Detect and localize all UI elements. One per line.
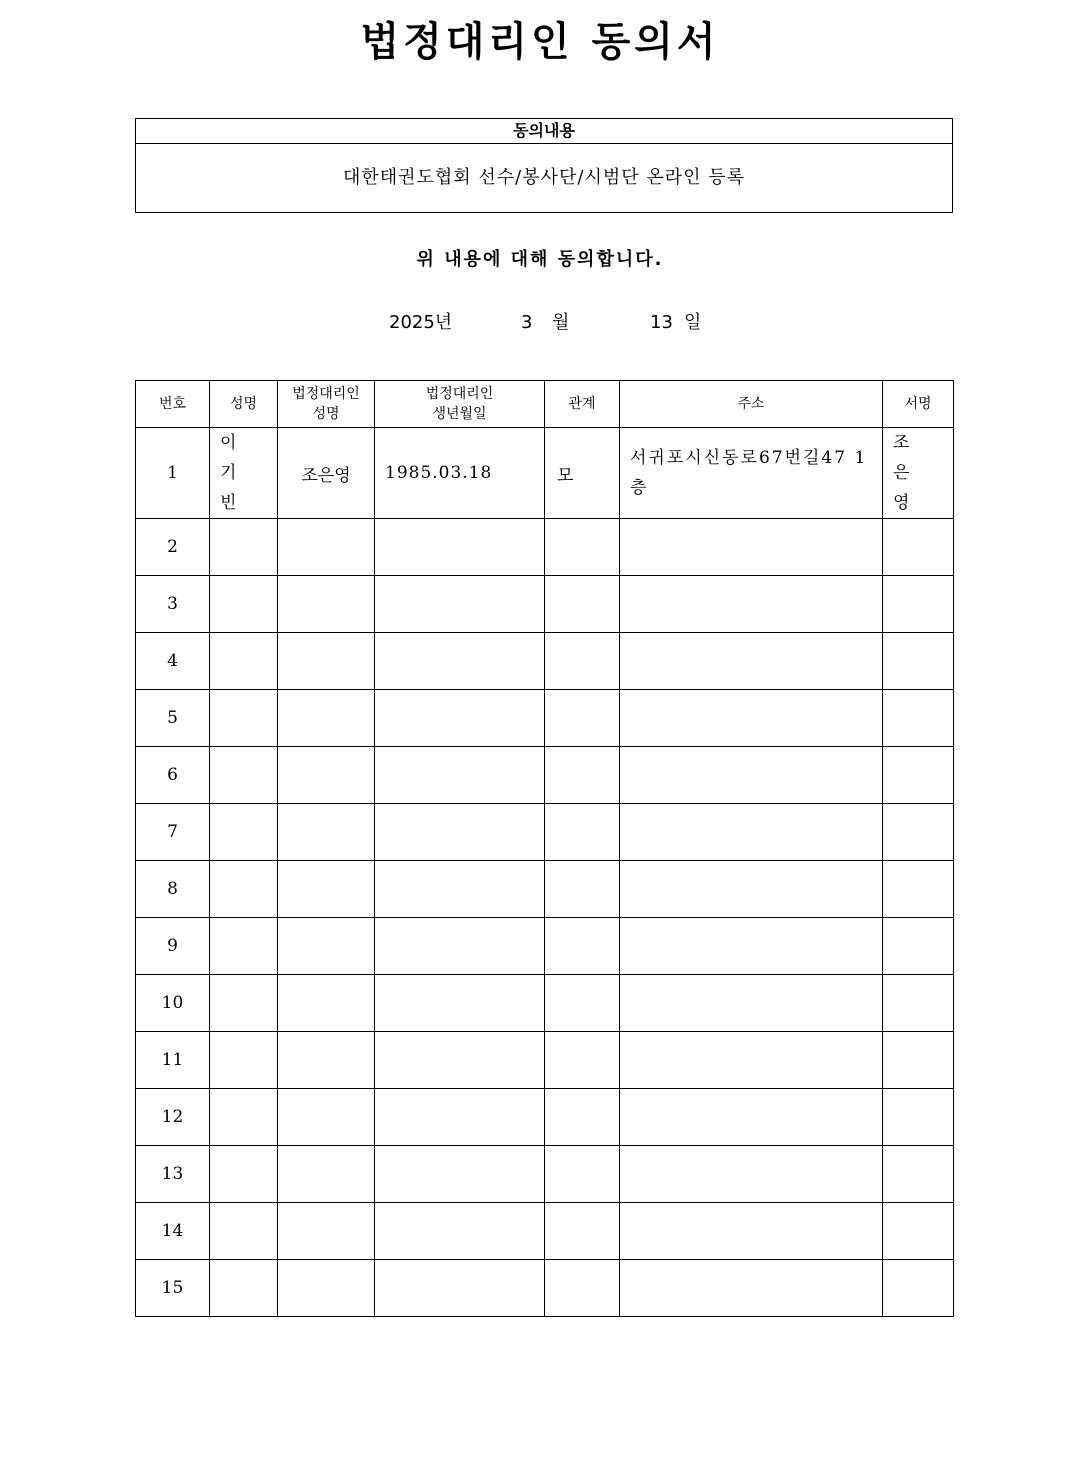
cell-guardian-birthdate	[375, 1260, 545, 1317]
cell-relation	[545, 1260, 620, 1317]
cell-guardian-name	[278, 918, 375, 975]
cell-address: 서귀포시신동로67번길47 1층	[620, 428, 883, 519]
table-row	[136, 576, 954, 633]
consent-text: 대한태권도협회 선수/봉사단/시범단 온라인 등록	[342, 167, 746, 188]
cell-guardian-birthdate: 1985.03.18	[375, 428, 545, 519]
cell-number: 14	[136, 1203, 210, 1260]
cell-relation	[545, 1203, 620, 1260]
table-row	[136, 747, 954, 804]
cell-number: 2	[136, 519, 210, 576]
cell-guardian-name	[278, 576, 375, 633]
cell-address	[620, 975, 883, 1032]
cell-name	[210, 747, 278, 804]
cell-address	[620, 1089, 883, 1146]
cell-guardian-name: 조은영	[278, 428, 375, 519]
table-row	[136, 633, 954, 690]
cell-name	[210, 975, 278, 1032]
cell-guardian-birthdate	[375, 1203, 545, 1260]
cell-relation	[545, 519, 620, 576]
cell-relation	[545, 1032, 620, 1089]
cell-relation	[545, 690, 620, 747]
cell-relation	[545, 1146, 620, 1203]
consent-header: 동의내용	[136, 119, 952, 144]
cell-name	[210, 690, 278, 747]
cell-guardian-birthdate	[375, 804, 545, 861]
cell-number: 4	[136, 633, 210, 690]
guardian-table	[135, 380, 954, 1317]
cell-number: 3	[136, 576, 210, 633]
cell-address	[620, 1260, 883, 1317]
cell-guardian-name	[278, 1032, 375, 1089]
cell-guardian-name	[278, 747, 375, 804]
cell-name	[210, 1089, 278, 1146]
cell-guardian-birthdate	[375, 918, 545, 975]
cell-number: 12	[136, 1089, 210, 1146]
cell-signature	[883, 861, 954, 918]
cell-signature	[883, 1260, 954, 1317]
cell-name	[210, 1032, 278, 1089]
cell-guardian-name	[278, 633, 375, 690]
cell-name	[210, 1203, 278, 1260]
cell-address	[620, 804, 883, 861]
cell-guardian-name	[278, 690, 375, 747]
cell-number: 1	[136, 428, 210, 519]
cell-signature	[883, 519, 954, 576]
table-row	[136, 690, 954, 747]
header-number: 번호	[136, 381, 210, 428]
header-guardian-birthdate: 법정대리인 생년월일	[375, 381, 545, 428]
cell-guardian-birthdate	[375, 690, 545, 747]
cell-relation	[545, 804, 620, 861]
date-month-unit: 월	[552, 312, 570, 333]
cell-guardian-name	[278, 519, 375, 576]
header-name: 성명	[210, 381, 278, 428]
cell-name	[210, 633, 278, 690]
table-header-row	[136, 381, 954, 428]
cell-number: 7	[136, 804, 210, 861]
cell-relation	[545, 1089, 620, 1146]
cell-signature	[883, 747, 954, 804]
date-year: 2025년	[389, 312, 453, 333]
cell-signature	[883, 1032, 954, 1089]
date-month: 3	[521, 312, 533, 333]
cell-signature	[883, 1203, 954, 1260]
table-row	[136, 1032, 954, 1089]
cell-guardian-birthdate	[375, 1032, 545, 1089]
header-guardian-name: 법정대리인 성명	[278, 381, 375, 428]
cell-address	[620, 576, 883, 633]
cell-signature	[883, 690, 954, 747]
cell-name	[210, 861, 278, 918]
cell-guardian-birthdate	[375, 519, 545, 576]
table-row	[136, 1146, 954, 1203]
cell-guardian-birthdate	[375, 861, 545, 918]
cell-number: 11	[136, 1032, 210, 1089]
cell-number: 9	[136, 918, 210, 975]
cell-guardian-name	[278, 861, 375, 918]
cell-number: 5	[136, 690, 210, 747]
cell-address	[620, 1203, 883, 1260]
cell-name	[210, 1146, 278, 1203]
cell-address	[620, 747, 883, 804]
table-row	[136, 861, 954, 918]
cell-relation	[545, 861, 620, 918]
table-row	[136, 918, 954, 975]
cell-name	[210, 918, 278, 975]
header-address: 주소	[620, 381, 883, 428]
date-day-unit: 일	[684, 312, 702, 333]
cell-address	[620, 690, 883, 747]
table-row	[136, 804, 954, 861]
cell-name: 이 기 빈	[210, 428, 278, 519]
cell-signature	[883, 1146, 954, 1203]
cell-name	[210, 576, 278, 633]
cell-number: 10	[136, 975, 210, 1032]
cell-number: 6	[136, 747, 210, 804]
cell-relation	[545, 918, 620, 975]
cell-guardian-birthdate	[375, 975, 545, 1032]
cell-relation	[545, 576, 620, 633]
document-title: 법정대리인 동의서	[360, 19, 720, 65]
cell-guardian-birthdate	[375, 576, 545, 633]
cell-signature	[883, 576, 954, 633]
cell-name	[210, 804, 278, 861]
consent-box	[135, 118, 953, 213]
cell-signature	[883, 918, 954, 975]
table-row	[136, 519, 954, 576]
cell-signature	[883, 1089, 954, 1146]
cell-guardian-name	[278, 1203, 375, 1260]
cell-relation	[545, 975, 620, 1032]
cell-number: 13	[136, 1146, 210, 1203]
cell-address	[620, 861, 883, 918]
table-row	[136, 975, 954, 1032]
cell-signature: 조 은 영	[883, 428, 954, 519]
date-day: 13	[650, 312, 673, 333]
cell-address	[620, 918, 883, 975]
cell-relation	[545, 633, 620, 690]
cell-address	[620, 519, 883, 576]
table-row	[136, 428, 954, 519]
header-signature: 서명	[883, 381, 954, 428]
cell-guardian-birthdate	[375, 1089, 545, 1146]
table-row	[136, 1203, 954, 1260]
table-row	[136, 1089, 954, 1146]
agree-statement: 위 내용에 대해 동의합니다.	[416, 249, 664, 270]
cell-guardian-name	[278, 1089, 375, 1146]
cell-address	[620, 1146, 883, 1203]
table-row	[136, 1260, 954, 1317]
cell-guardian-birthdate	[375, 633, 545, 690]
cell-relation: 모	[545, 428, 620, 519]
cell-address	[620, 1032, 883, 1089]
cell-guardian-name	[278, 1146, 375, 1203]
cell-signature	[883, 975, 954, 1032]
cell-signature	[883, 633, 954, 690]
cell-guardian-birthdate	[375, 747, 545, 804]
cell-number: 15	[136, 1260, 210, 1317]
cell-address	[620, 633, 883, 690]
header-relation: 관계	[545, 381, 620, 428]
cell-guardian-name	[278, 804, 375, 861]
cell-name	[210, 519, 278, 576]
cell-guardian-name	[278, 975, 375, 1032]
cell-guardian-name	[278, 1260, 375, 1317]
cell-guardian-birthdate	[375, 1146, 545, 1203]
cell-name	[210, 1260, 278, 1317]
cell-relation	[545, 747, 620, 804]
cell-number: 8	[136, 861, 210, 918]
cell-signature	[883, 804, 954, 861]
